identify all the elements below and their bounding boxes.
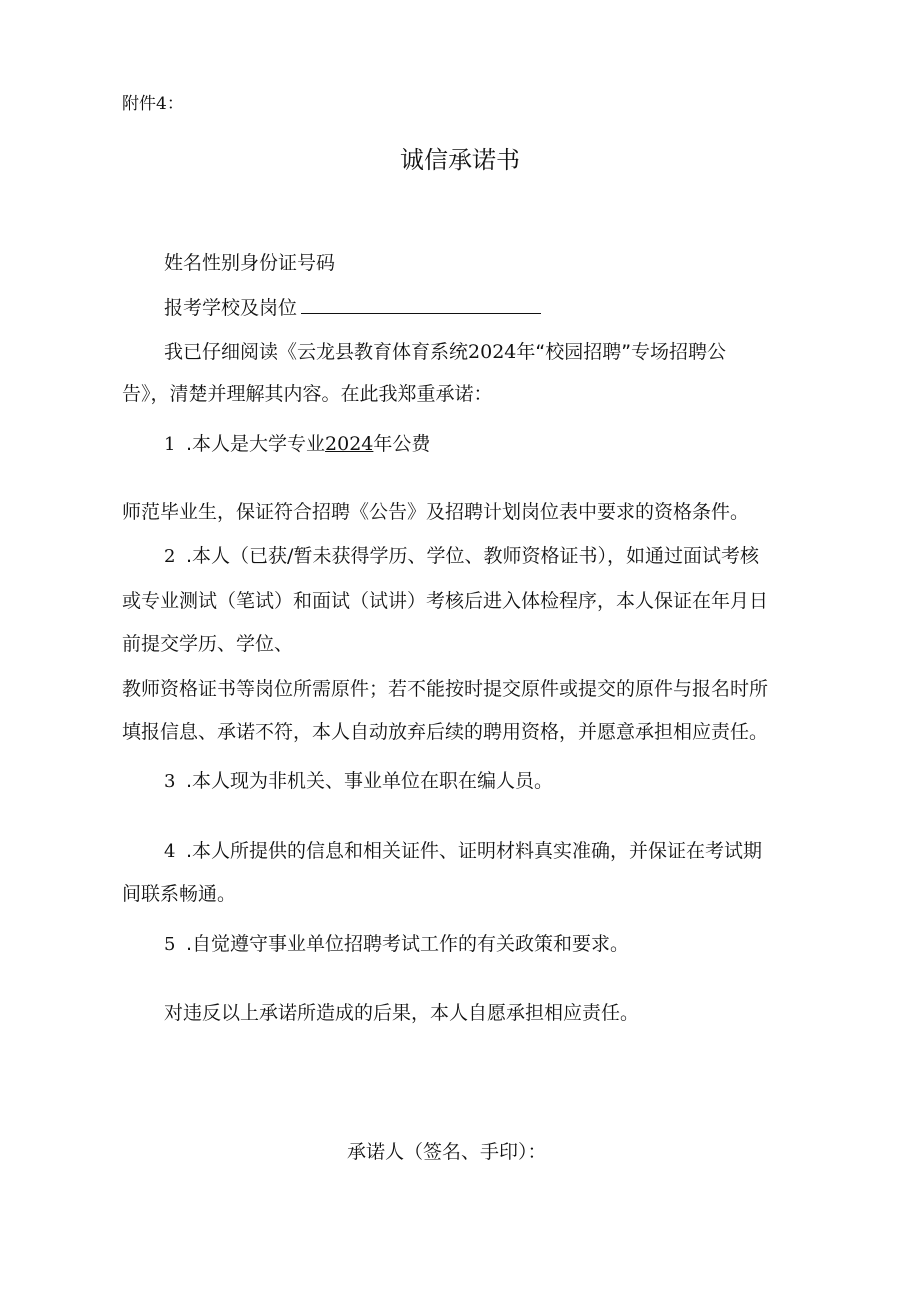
school-position-blank-line [301,295,541,314]
intro-line-1 [164,340,726,364]
item-4-text: .本人所提供的信息和相关证件、证明材料真实准确，并保证在考试期 [186,840,763,862]
item-2-line-3: 前提交学历、学位、 [122,633,294,655]
item-2-line-1 [164,544,759,569]
item-2-line-2: 或专业测试（笔试）和面试（试讲）考核后进入体检程序，本人保证在年月日 [122,590,769,612]
document-title: 诚信承诺书 [400,146,520,174]
item-1-line-1 [164,432,430,457]
intro-text-a: 我已仔细阅读《云龙县教育体育系统 [164,341,469,363]
item-2-line-4: 教师资格证书等岗位所需原件；若不能按时提交原件或提交的原件与报名时所 [122,678,769,700]
item-1-number: 1 [164,434,176,455]
item-1-text-a: .本人是大学专业 [186,433,326,455]
intro-line-2: 告》，清楚并理解其内容。在此我郑重承诺： [122,383,493,405]
closing-statement: 对违反以上承诺所造成的后果，本人自愿承担相应责任。 [164,1002,640,1024]
item-5-text: .自觉遵守事业单位招聘考试工作的有关政策和要求。 [186,933,630,955]
field-name-gender-id [164,251,335,275]
item-5-line-1 [164,932,629,957]
field-school-position-label: 报考学校及岗位 [164,297,298,319]
item-4-number: 4 [164,841,176,862]
field-name-gender-id-label: 姓名性别身份证号码 [164,252,336,274]
item-4-line-1 [164,839,762,864]
field-school-position [164,295,541,320]
item-1-text-b: 年公费 [373,433,431,455]
item-2-number: 2 [164,546,176,567]
attachment-label: 附件4： [122,94,184,114]
item-3-number: 3 [164,771,176,792]
item-2-text: .本人（已获/暂未获得学历、学位、教师资格证书），如通过面试考核 [186,545,759,567]
item-5-number: 5 [164,934,176,955]
item-1-year: 2024 [325,433,374,455]
signature-label: 承诺人（签名、手印）： [347,1141,547,1163]
item-3-text: .本人现为非机关、事业单位在职在编人员。 [186,770,554,792]
intro-text-b: 年“校园招聘”专场招聘公 [516,341,727,363]
item-1-line-2: 师范毕业生，保证符合招聘《公告》及招聘计划岗位表中要求的资格条件。 [122,501,750,523]
item-2-line-5: 填报信息、承诺不符，本人自动放弃后续的聘用资格，并愿意承担相应责任。 [122,721,769,743]
intro-year: 2024 [468,341,517,363]
item-3-line-1 [164,769,553,794]
item-4-line-2: 间联系畅通。 [122,883,237,905]
